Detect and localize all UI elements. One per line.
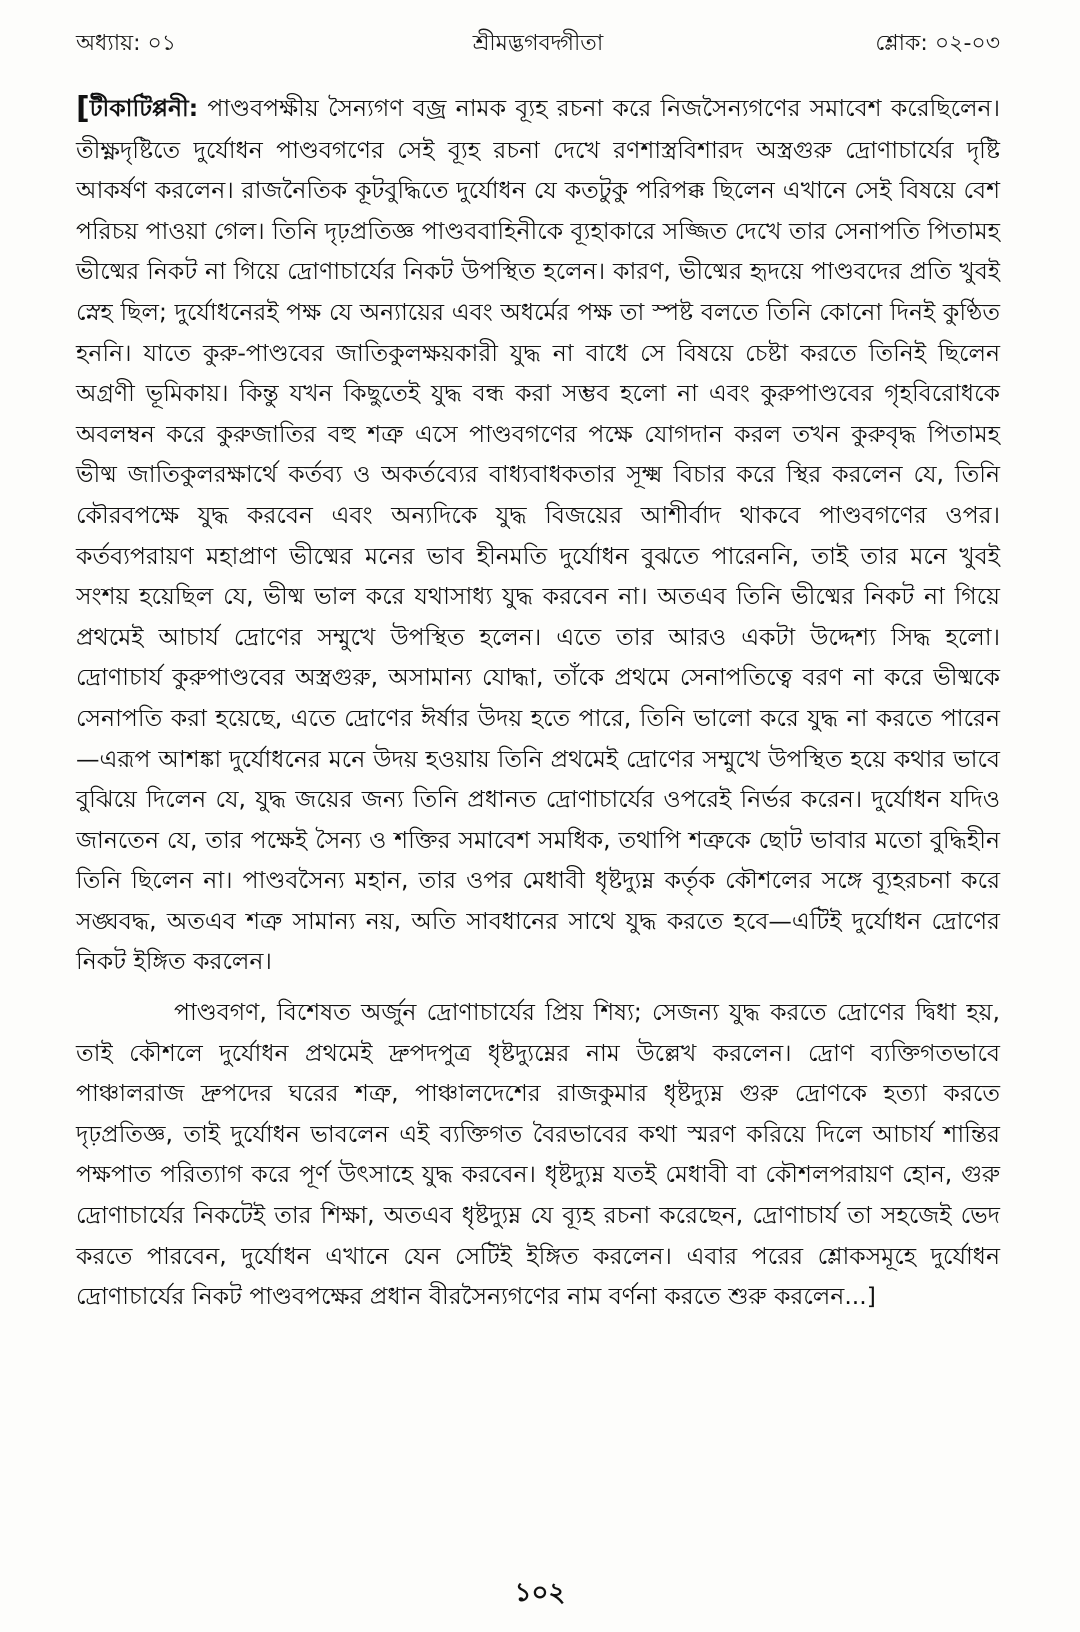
open-bracket: [ [76, 91, 90, 126]
book-title: শ্রীমদ্ভগবদ্গীতা [472, 30, 604, 56]
page-number: ১০২ [514, 1578, 566, 1608]
commentary-body [76, 88, 1000, 1317]
verse-label: শ্লোক: ০২-০৩ [875, 30, 1000, 56]
running-header [76, 24, 1000, 64]
commentary-paragraph-1 [76, 88, 1000, 982]
paragraph-1-text: পাণ্ডবপক্ষীয় সৈন্যগণ বজ্র নামক ব্যূহ রচনা করে নিজসৈন্যগণের সমাবেশ করেছিলেন। তীক্ষ্ণদৃষ্টিতে দুর্যোধন পাণ্ডবগণের সেই ব্যূহ রচনা দেখে রণশাস্ত্রবিশারদ অস্ত্রগুরু দ্রোণাচার্যের দৃষ্টি আকর্ষণ করলেন। রাজনৈতিক কূটবুদ্ধিতে দুর্যোধন যে কতটুকু পরিপক্ক ছিলেন এখানে সেই বিষয়ে বেশ পরিচয় পাওয়া গেল। তিনি দৃঢ়প্রতিজ্ঞ পাণ্ডববাহিনীকে ব্যূহাকারে সজ্জিত দেখে তার সেনাপতি পিতামহ ভীষ্মের নিকট না গিয়ে দ্রোণাচার্যের নিকট উপস্থিত হলেন। কারণ, ভীষ্মের হৃদয়ে পাণ্ডবদের প্রতি খুবই স্নেহ ছিল; দুর্যোধনেরই পক্ষ যে অন্যায়ের এবং অধর্মের পক্ষ তা স্পষ্ট বলতে তিনি কোনো দিনই কুণ্ঠিত হননি। যাতে কুরু-পাণ্ডবের জাতিকুলক্ষয়কারী যুদ্ধ না বাধে সে বিষয়ে চেষ্টা করতে তিনিই ছিলেন অগ্রণী ভূমিকায়। কিন্তু যখন কিছুতেই যুদ্ধ বন্ধ করা সম্ভব হলো না এবং কুরুপাণ্ডবের গৃহবিরোধকে অবলম্বন করে কুরুজাতির বহু শত্রু এসে পাণ্ডবগণের পক্ষে যোগদান করল তখন কুরুবৃদ্ধ পিতামহ ভীষ্ম জাতিকুলরক্ষার্থে কর্তব্য ও অকর্তব্যের বাধ্যবাধকতার সূক্ষ্ম বিচার করে স্থির করলেন যে, তিনি কৌরবপক্ষে যুদ্ধ করবেন এবং অন্যদিকে যুদ্ধ বিজয়ের আশীর্বাদ থাকবে পাণ্ডবগণের ওপর। কর্তব্যপরায়ণ মহাপ্রাণ ভীষ্মের মনের ভাব হীনমতি দুর্যোধন বুঝতে পারেননি, তাই তার মনে খুবই সংশয় হয়েছিল যে, ভীষ্ম ভাল করে যথাসাধ্য যুদ্ধ করবেন না। অতএব তিনি ভীষ্মের নিকট না গিয়ে প্রথমেই আচার্য দ্রোণের সম্মুখে উপস্থিত হলেন। এতে তার আরও একটা উদ্দেশ্য সিদ্ধ হলো। দ্রোণাচার্য কুরুপাণ্ডবের অস্ত্রগুরু, অসামান্য যোদ্ধা, তাঁকে প্রথমে সেনাপতিত্বে বরণ না করে ভীষ্মকে সেনাপতি করা হয়েছে, এতে দ্রোণের ঈর্ষার উদয় হতে পারে, তিনি ভালো করে যুদ্ধ না করতে পারেন—এরূপ আশঙ্কা দুর্যোধনের মনে উদয় হওয়ায় তিনি প্রথমেই দ্রোণের সম্মুখে উপস্থিত হয়ে কথার ভাবে বুঝিয়ে দিলেন যে, যুদ্ধ জয়ের জন্য তিনি প্রধানত দ্রোণাচার্যের ওপরেই নির্ভর করেন। দুর্যোধন যদিও জানতেন যে, তার পক্ষেই সৈন্য ও শক্তির সমাবেশ সমধিক, তথাপি শত্রুকে ছোট ভাবার মতো বুদ্ধিহীন তিনি ছিলেন না। পাণ্ডবসৈন্য মহান, তার ওপর মেধাবী ধৃষ্টদ্যুম্ন কর্তৃক কৌশলের সঙ্গে ব্যূহরচনা করে সঙ্ঘবদ্ধ, অতএব শত্রু সামান্য নয়, অতি সাবধানের সাথে যুদ্ধ করতে হবে—এটিই দুর্যোধন দ্রোণের নিকট ইঙ্গিত করলেন। [76, 94, 1000, 976]
chapter-label: অধ্যায়: ০১ [76, 30, 177, 56]
paragraph-2-text: পাণ্ডবগণ, বিশেষত অর্জুন দ্রোণাচার্যের প্রিয় শিষ্য; সেজন্য যুদ্ধ করতে দ্রোণের দ্বিধা হয়, তাই কৌশলে দুর্যোধন প্রথমেই দ্রুপদপুত্র ধৃষ্টদ্যুম্নের নাম উল্লেখ করলেন। দ্রোণ ব্যক্তিগতভাবে পাঞ্চালরাজ দ্রুপদের ঘরের শত্রু, পাঞ্চালদেশের রাজকুমার ধৃষ্টদ্যুম্ন গুরু দ্রোণকে হত্যা করতে দৃঢ়প্রতিজ্ঞ, তাই দুর্যোধন ভাবলেন এই ব্যক্তিগত বৈরভাবের কথা স্মরণ করিয়ে দিলে আচার্য শান্তির পক্ষপাত পরিত্যাগ করে পূর্ণ উৎসাহে যুদ্ধ করবেন। ধৃষ্টদ্যুম্ন যতই মেধাবী বা কৌশলপরায়ণ হোন, গুরু দ্রোণাচার্যের নিকটেই তার শিক্ষা, অতএব ধৃষ্টদ্যুম্ন যে ব্যূহ রচনা করেছেন, দ্রোণাচার্য তা সহজেই ভেদ করতে পারবেন, দুর্যোধন এখানে যেন সেটিই ইঙ্গিত করলেন। এবার পরের শ্লোকসমূহে দুর্যোধন দ্রোণাচার্যের নিকট পাণ্ডবপক্ষের প্রধান বীরসৈন্যগণের নাম বর্ণনা করতে শুরু করলেন...] [76, 998, 1000, 1311]
commentary-label: টীকাটিপ্পনী: [89, 94, 199, 122]
commentary-paragraph-2 [76, 992, 1000, 1317]
